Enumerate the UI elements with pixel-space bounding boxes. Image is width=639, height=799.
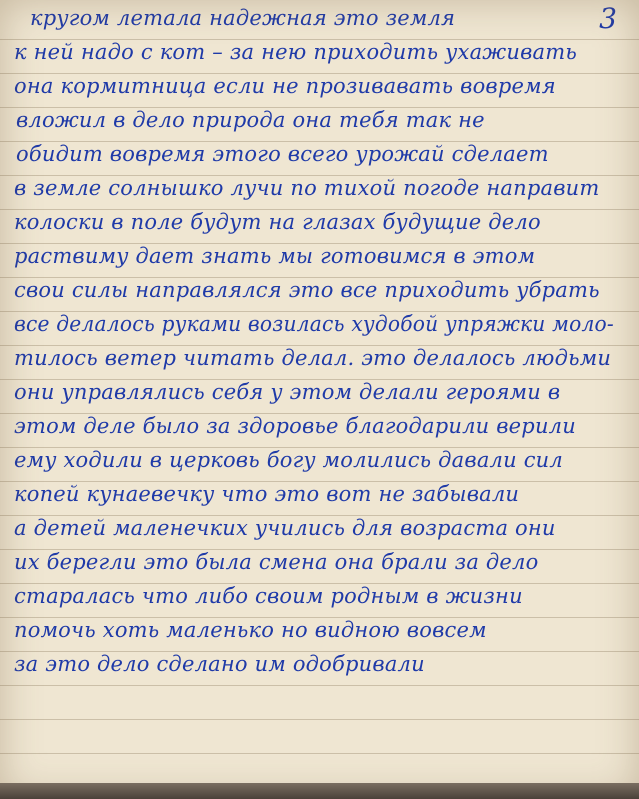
- text-line: тилось ветер читать делал. это делалось людьми: [14, 346, 612, 370]
- text-line: в земле солнышко лучи по тихой погоде направит: [14, 176, 600, 200]
- text-line: этом деле было за здоровье благодарили верили: [14, 414, 576, 438]
- text-line: за это дело сделано им одобривали: [14, 652, 425, 676]
- text-line: они управлялись себя у этом делали героями в: [14, 380, 561, 404]
- text-line: кругом летала надежная это земля: [30, 6, 456, 30]
- text-line: обидит вовремя этого всего урожай сделает: [16, 142, 549, 166]
- text-line: старалась что либо своим родным в жизни: [14, 584, 523, 608]
- text-line: а детей маленечких учились для возраста они: [14, 516, 556, 540]
- page-number: 3: [599, 2, 617, 35]
- text-line: все делалось руками возилась худобой упряжки моло-: [14, 312, 614, 336]
- text-line: она кормитница если не прозивавать вовремя: [14, 74, 556, 98]
- text-line: помочь хоть маленько но видною вовсем: [14, 618, 487, 642]
- handwritten-text: [14, 0, 614, 680]
- text-line: их берегли это была смена она брали за дело: [14, 550, 539, 574]
- text-line: колоски в поле будут на глазах будущие дело: [14, 210, 541, 234]
- text-line: раствиму дает знать мы готовимся в этом: [14, 244, 536, 268]
- page-bottom-edge: [0, 783, 639, 799]
- text-line: копей кунаевечку что это вот не забывали: [14, 482, 520, 506]
- text-line: к ней надо с кот – за нею приходить ухаживать: [14, 40, 577, 64]
- text-line: вложил в дело природа она тебя так не: [16, 108, 485, 132]
- text-line: свои силы направлялся это все приходить убрать: [14, 278, 600, 302]
- text-line: ему ходили в церковь богу молились давали сил: [14, 448, 563, 472]
